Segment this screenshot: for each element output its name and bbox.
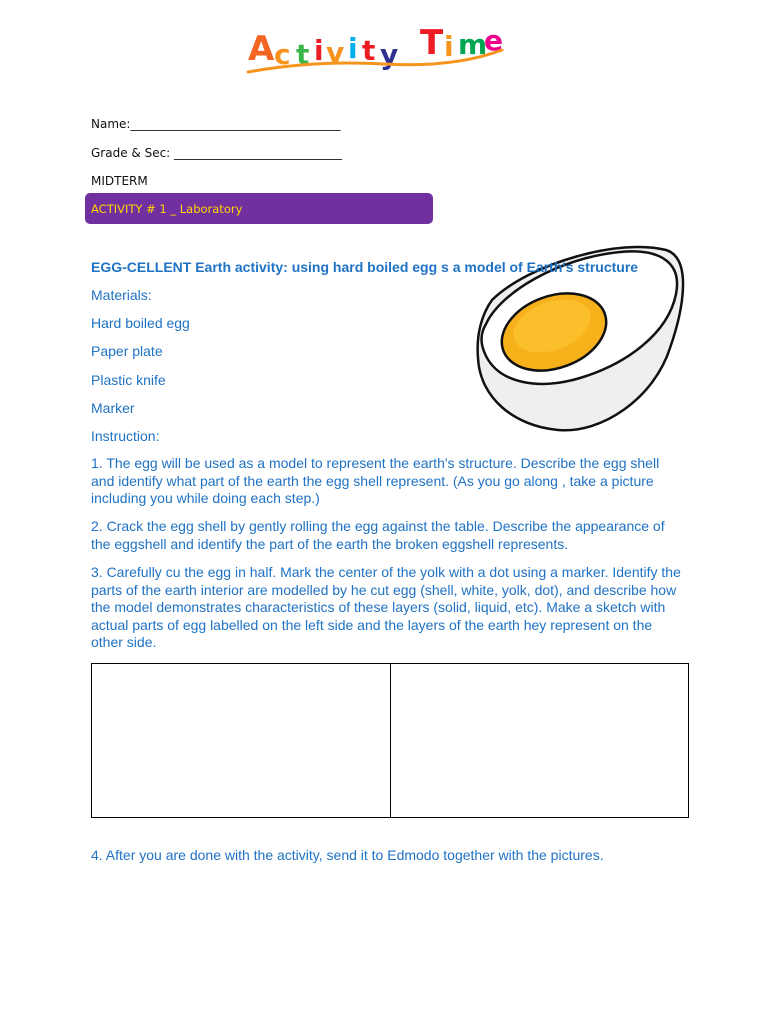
logo-letter: t: [362, 34, 376, 67]
logo-letter: t: [296, 38, 310, 71]
logo-letter: A: [248, 29, 275, 69]
name-field: Name:___________________________________: [91, 117, 341, 131]
instruction-step-1: 1. The egg will be used as a model to represent the earth's structure. Describe the egg shell and identify what part of the earth the egg shell represent. (As you go along , take a picture including you while doing each step.): [91, 455, 660, 506]
logo-letter: i: [348, 32, 358, 65]
materials-label: Materials:: [91, 287, 152, 303]
logo-graphic: [244, 20, 508, 78]
sketch-cell-earth-layers: [390, 664, 689, 817]
term-label: MIDTERM: [91, 174, 148, 188]
activity-title: EGG-CELLENT Earth activity: using hard boiled egg s a model of Earth's structure: [91, 259, 639, 275]
activity-banner-label: ACTIVITY # 1 _ Laboratory: [91, 202, 243, 216]
activity-banner: [85, 193, 433, 224]
sketch-table: [91, 663, 689, 818]
sketch-cell-egg-parts: [92, 664, 390, 817]
grade-section-field: Grade & Sec: ____________________________: [91, 146, 343, 160]
material-item: Plastic knife: [91, 372, 166, 388]
logo-letter: e: [484, 24, 503, 57]
logo-letter: m: [458, 28, 488, 61]
material-item: Marker: [91, 400, 135, 416]
instruction-step-2: 2. Crack the egg shell by gently rolling the egg against the table. Describe the appearance of the eggshell and identify the part of the earth the broken eggshell represents.: [91, 518, 665, 552]
logo-letter: c: [274, 38, 291, 71]
material-item: Paper plate: [91, 343, 163, 359]
activity-time-logo: [244, 20, 508, 78]
logo-letter: i: [444, 30, 454, 63]
material-item: Hard boiled egg: [91, 315, 190, 331]
instruction-label: Instruction:: [91, 428, 160, 444]
logo-letter: T: [420, 23, 444, 63]
instruction-step-3: 3. Carefully cu the egg in half. Mark the center of the yolk with a dot using a marker. Identify the parts of the earth interior are modelled by he cut egg (shell, white, yolk, dot), and describe how the model demonstrates characteristics of these layers (solid, liquid, etc). Make a sketch with actual parts of egg labelled on the left side and the layers of the earth hey represent on the other side.: [91, 564, 681, 650]
instruction-step-4: 4. After you are done with the activity, send it to Edmodo together with the pictures.: [91, 847, 604, 863]
logo-letter: v: [326, 36, 345, 69]
logo-letter: y: [380, 38, 399, 71]
logo-letter: i: [314, 34, 324, 67]
